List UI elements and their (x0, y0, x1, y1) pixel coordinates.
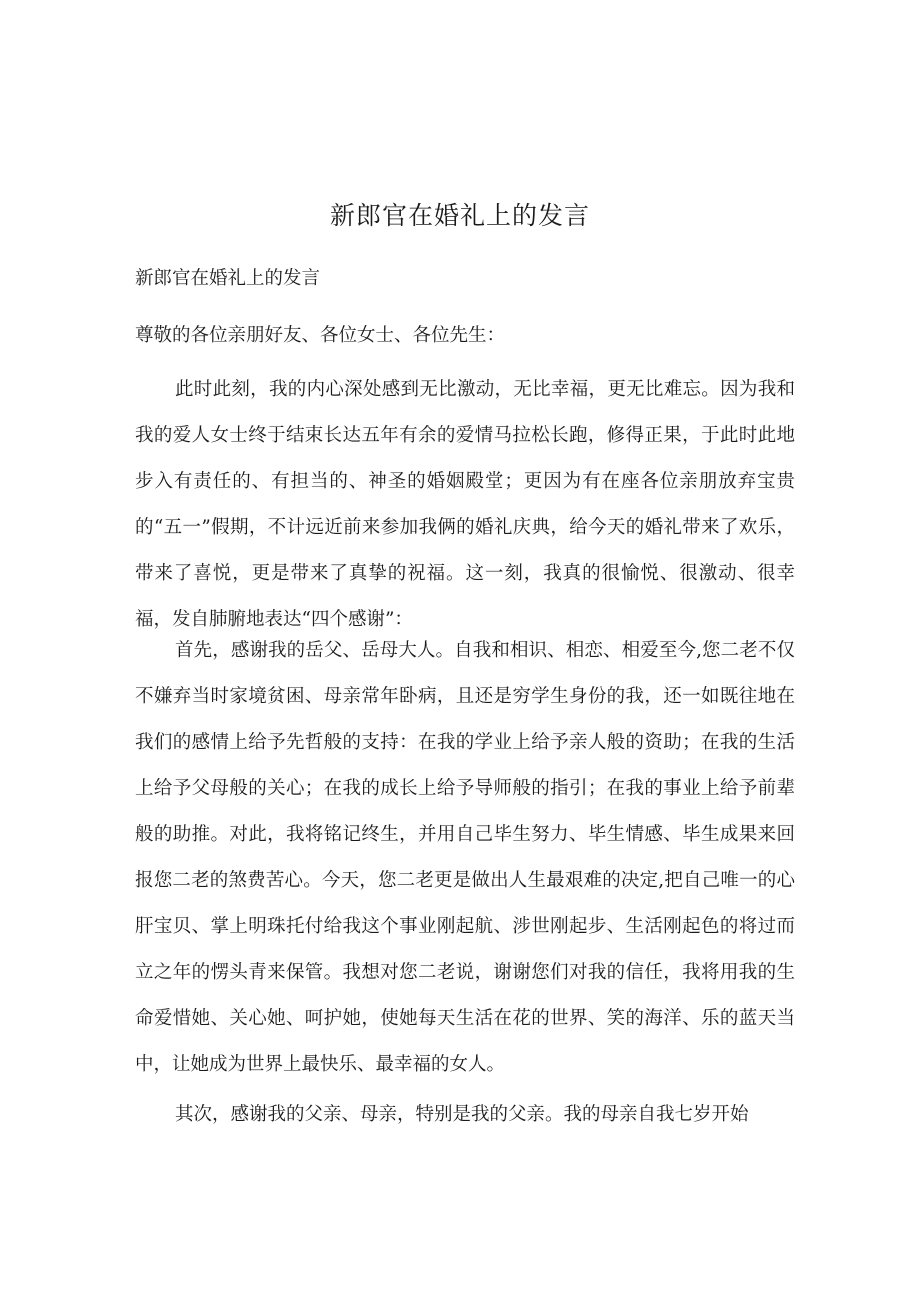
paragraph-thanks-in-laws: 首先，感谢我的岳父、岳母大人。自我和相识、相恋、相爱至今,您二老不仅不嫌弃当时家境贫困、母亲常年卧病，且还是穷学生身份的我，还一如既往地在我们的感情上给予先哲般的支持：在我的学业上给予亲人般的资助；在我的生活上给予父母般的关心；在我的成长上给予导师般的指引；在我的事业上给予前辈般的助推。对此，我将铭记终生，并用自己毕生努力、毕生情感、毕生成果来回报您二老的煞费苦心。今天，您二老更是做出人生最艰难的决定,把自己唯一的心肝宝贝、掌上明珠托付给我这个事业刚起航、涉世刚起步、生活刚起色的将过而立之年的愣头青来保管。我想对您二老说，谢谢您们对我的信任，我将用我的生命爱惜她、关心她、呵护她，使她每天生活在花的世界、笑的海洋、乐的蓝天当中，让她成为世界上最快乐、最幸福的女人。 (135, 640, 795, 1075)
paragraph-thanks-parents: 其次，感谢我的父亲、母亲，特别是我的父亲。我的母亲自我七岁开始 (175, 1104, 749, 1125)
paragraph-opening: 此时此刻，我的内心深处感到无比激动，无比幸福，更无比难忘。因为我和我的爱人女士终于结束长达五年有余的爱情马拉松长跑，修得正果，于此时此地步入有责任的、有担当的、神圣的婚姻殿堂；更因为有在座各位亲朋放弃宝贵的“五一”假期，不计远近前来参加我俩的婚礼庆典，给今天的婚礼带来了欢乐，带来了喜悦，更是带来了真挚的祝福。这一刻，我真的很愉悦、很激动、很幸福，发自肺腑地表达“四个感谢”： (135, 379, 795, 630)
document-title: 新郎官在婚礼上的发言 (329, 201, 590, 230)
document-subtitle: 新郎官在婚礼上的发言 (135, 268, 321, 289)
salutation: 尊敬的各位亲朋好友、各位女士、各位先生： (135, 325, 506, 346)
